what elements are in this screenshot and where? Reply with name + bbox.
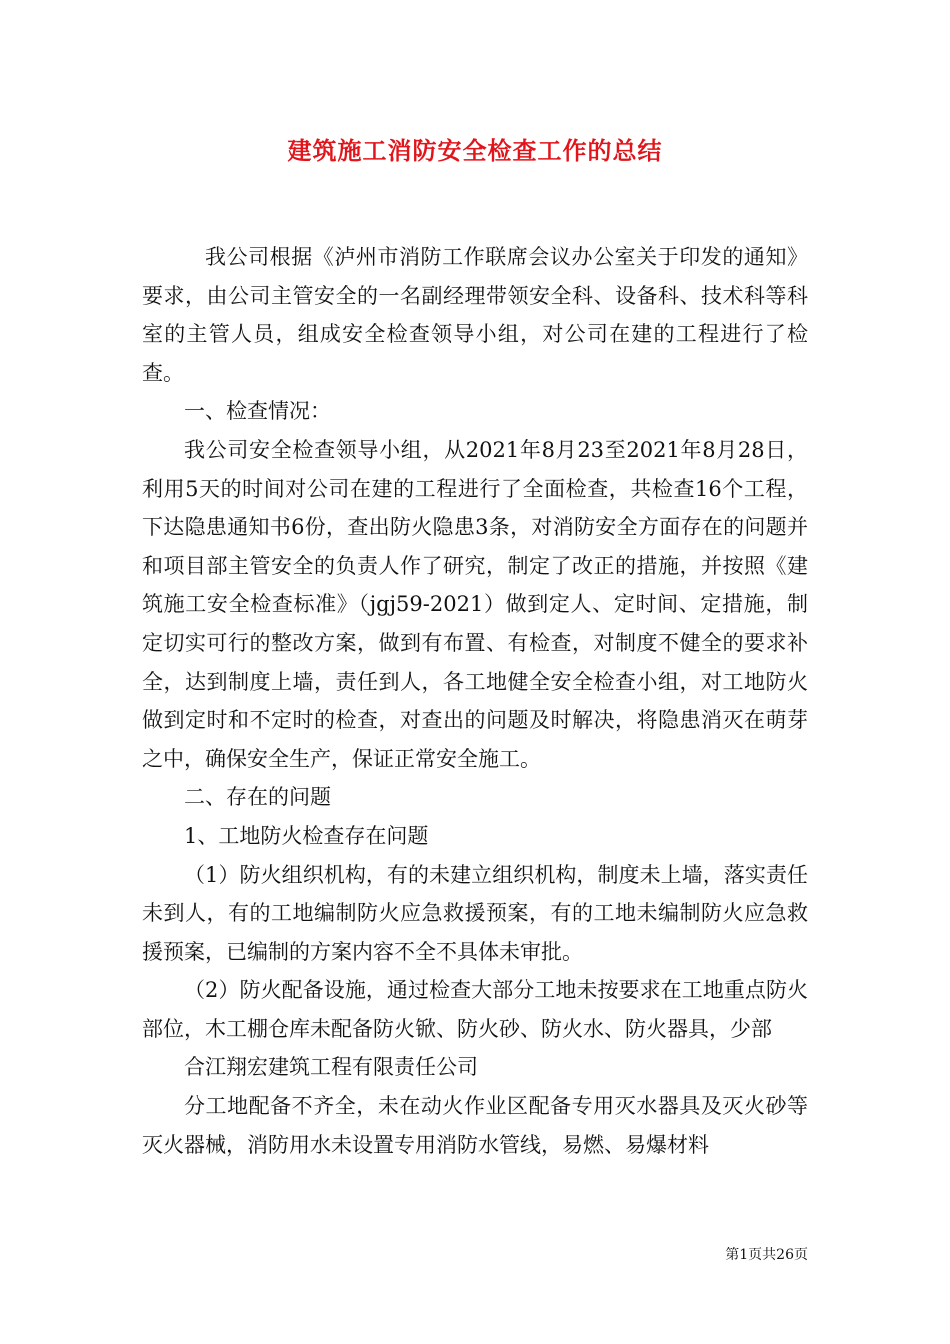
section-heading-problems: 二、存在的问题 bbox=[184, 785, 331, 810]
subheading-fire-check: 1、工地防火检查存在问题 bbox=[184, 823, 429, 848]
document-body bbox=[142, 238, 808, 1164]
paragraph-intro: 我公司根据《泸州市消防工作联席会议办公室关于印发的通知》要求，由公司主管安全的一名副经理带领安全科、设备科、技术科等科室的主管人员，组成安全检查领导小组，对公司在建的工程进行了检查。 bbox=[142, 245, 808, 385]
paragraph-inspection: 我公司安全检查领导小组，从2021年8月23至2021年8月28日，利用5天的时间对公司在建的工程进行了全面检查，共检查16个工程，下达隐患通知书6份，查出防火隐患3条，对消防安全方面存在的问题并和项目部主管安全的负责人作了研究，制定了改正的措施，并按照《建筑施工安全检查标准》（jgj59-2021）做到定人、定时间、定措施，制定切实可行的整改方案，做到有布置、有检查，对制度不健全的要求补全，达到制度上墙，责任到人，各工地健全安全检查小组，对工地防火做到定时和不定时的检查，对查出的问题及时解决，将隐患消灭在萌芽之中，确保安全生产，保证正常安全施工。 bbox=[142, 437, 808, 771]
company-name-line: 合江翔宏建筑工程有限责任公司 bbox=[184, 1055, 478, 1080]
document-title: 建筑施工消防安全检查工作的总结 bbox=[287, 136, 663, 165]
page-number-footer: 第1页共26页 bbox=[725, 1247, 808, 1263]
section-heading-inspection: 一、检查情况： bbox=[184, 399, 331, 424]
paragraph-item-2: （2）防火配备设施，通过检查大部分工地未按要求在工地重点防火部位，木工棚仓库未配备防火锨、防火砂、防火水、防火器具，少部 bbox=[142, 978, 808, 1041]
paragraph-item-1: （1）防火组织机构，有的未建立组织机构，制度未上墙，落实责任未到人，有的工地编制防火应急救援预案，有的工地未编制防火应急救援预案，已编制的方案内容不全不具体未审批。 bbox=[142, 862, 808, 964]
paragraph-continued: 分工地配备不齐全，未在动火作业区配备专用灭水器具及灭火砂等灭火器械，消防用水未设置专用消防水管线，易燃、易爆材料 bbox=[142, 1094, 808, 1157]
